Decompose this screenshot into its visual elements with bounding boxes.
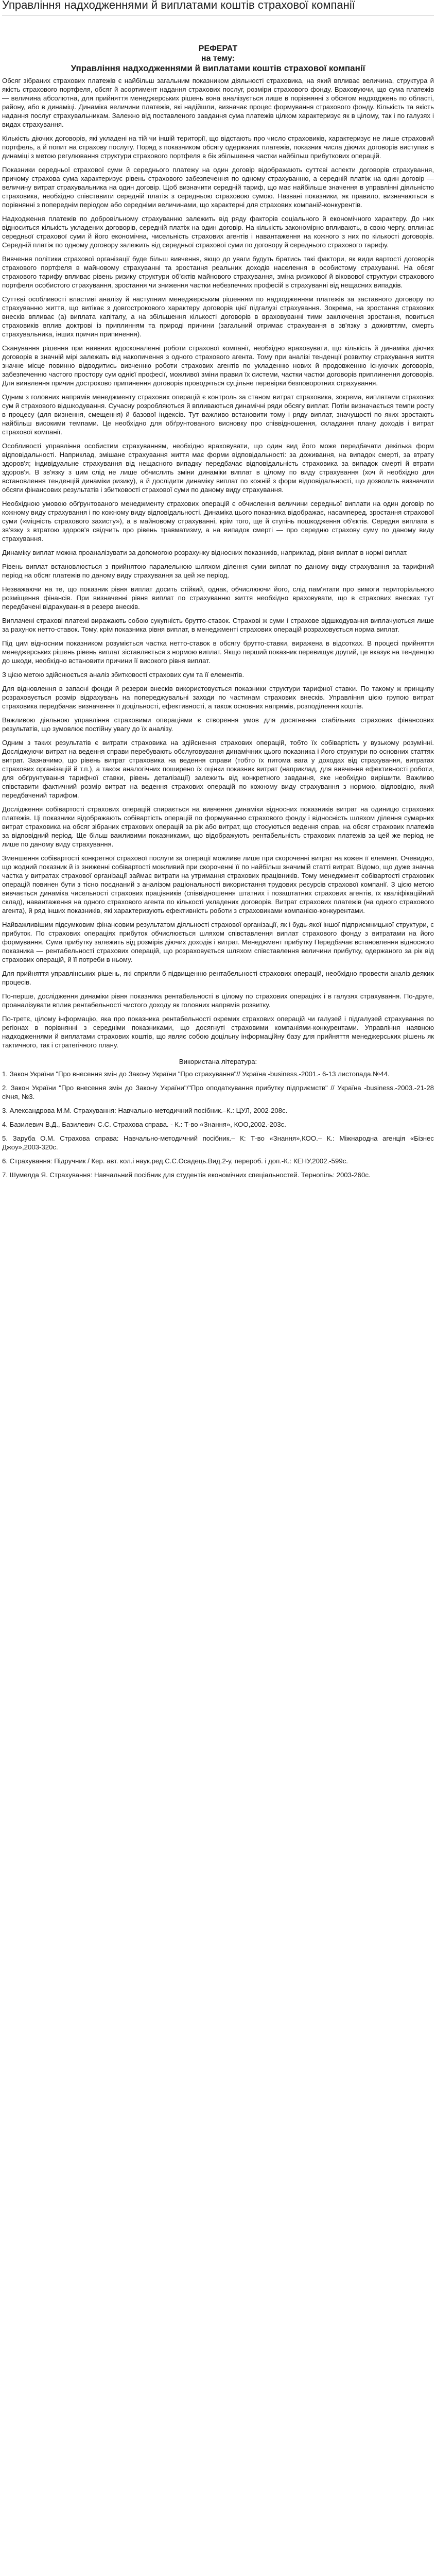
body-paragraph: Дослідження собівартості страхових операцій спирається на вивчення динаміки відносних показників витрат на одиницю страхових платежів. Ці показники відображають собівартість операцій по формуванню страхового фонду і відносність шляхом ділення сумарних витрат страховика на обсяг зібраних страхових операцій за рік або витрат, що стосуються ведення справ, на обсяг страхових платежів за відповідний період. Ще більш важливими показниками, що відображують рентабельність страхових платежів за цей же період не лише по даному виду страхування. bbox=[2, 805, 434, 848]
body-paragraph: Сканування рішення при наявних вдосконаленні роботи страхової компанії, необхідно враховувати, що кількість й динаміка діючих договорів в значній мірі залежать від накопичення з одного страхового агента. Тому при аналізі тенденції розвитку страхування життя значне місце повинно відводитись вивченню роботи страхових агентів по укладенню нових й продовженню існуючих договорів, забезпеченню частого простору сум однієї професії, можливої зміни правил їх системи, частки частки договорів приплинення договорів. Для виявлення причин достроково припинення договорів проводяться суцільне перевірки безповоротних страхування. bbox=[2, 344, 434, 387]
body-paragraph: З цією метою здійснюється аналіз збитковості страхових сум та її елементів. bbox=[2, 671, 245, 679]
title-separator bbox=[2, 15, 434, 16]
references-title: Використана література: bbox=[179, 1058, 257, 1065]
references-list bbox=[2, 1070, 434, 1179]
body-paragraph: Найважливішим підсумковим фінансовим результатом діяльності страхової організації, як і будь-якої іншої підприємницької структури, є прибуток. По страхових операціях прибуток обчислюється шляхом співставлення виплат страхового фонду з витратами на його формування. Сума прибутку залежить від розмірів діючих доходів і витрат. Менеджмент прибутку Передбачає встановлення відносного показника — рентабельності страхових операцій, що розраховується шляхом співставлення величини прибутку, одержаного за рік від страхових операцій, й її потреби в ньому. bbox=[2, 921, 434, 963]
page bbox=[0, 0, 436, 1179]
body-paragraph: Суттєві особливості властиві аналізу й наступним менеджерським рішенням по надходженням платежів за заставного договору по страхуванню життя, що витікає з довгострокового характеру договорів цієї підгалузі страхування. Зокрема, на зростання страхових внесків впливає (а) виплата капіталу, а на збільшення кількості договорів в враховуванні тими заключення зростання, повиться страховиків вплив доктрові із приплинням та природі причини (загальний отримає страхування в зв'язку з доживттям, смерть страхувальника, інших причин припинення). bbox=[2, 295, 434, 338]
document-header bbox=[2, 44, 434, 73]
reference-item: 5. Заруба О.М. Страхова справа: Навчально-методичний посібник.– К: Т-во «Знання»,КОО.– К.: Міжнародна агенція «Бізнес Джоу»,2003-320с. bbox=[2, 1134, 434, 1151]
body-paragraph: Важливою діяльною управління страховими операціями є створення умов для досягнення стабільних страхових фінансових результатів, що зумовлює постійну увагу до їх аналізу. bbox=[2, 716, 434, 733]
reference-item: 4. Базилевич В.Д., Базилевич С.С. Страхова справа. - К.: Т-во «Знання», КОО,2002.-203с. bbox=[2, 1121, 286, 1128]
body-paragraph: Одним з таких результатів є витрати страховика на здійснення страхових операцій, тобто їх собівартість у вузькому розумінні. Досліджуючи витрат на ведення справи перебувають обслуговування динамічних цього показника і його структури по основних статтях витрат. Зазначимо, що рівень витрат страховика на ведення справи (тобто їх питома вага у доходах від страхування, витратах страхових організацій й т.п.), а також аналогічних поширено їх оцінки показник витрат (наприклад, для вивчення ефективності роботи, для обґрунтування тарифної ставки, рівень деталізації) залежить від конкретного завдання, яке необхідно вирішити. Важливо співставити фактичний розмір витрат на ведення страхових операцій по кожному виду страхування з нормою, відповідно, який передбачений тарифом. bbox=[2, 739, 434, 799]
body-paragraph: Незважаючи на те, що показник рівня виплат досить стійкий, однак, обчислюючи його, слід пам'ятати про вимоги територіального розміщення фінансів. При визначенні рівня виплат по страхуванню життя необхідно враховувати, що в страхових внесках тут передбачені відрахування в резерв внесків. bbox=[2, 585, 434, 611]
body-paragraph: Необхідною умовою обґрунтованого менеджменту страхових операцій є обчислення величини середньої виплати на один договір по кожному виду страхування і по кожному виду відповідальності. Динаміка цього показника відображає, насамперед, зростання страхової суми («міцність страхового захисту»), а в майновому страхуванні, крім того, ще й ступінь пошкодження об'єктів. Середня виплата в зв'язку з втратою здоров'я свідчить про рівень травматизму, а на випадок смерті — про середню страхову суму по даному виду страхування. bbox=[2, 500, 434, 543]
body-paragraph: Надходження платежів по добровільному страхуванню залежить від ряду факторів соціального й економічного характеру. До них відноситься кількість укладених договорів, середній платіж на один договір. На кількість закономірно впливають, в свою чергу, вплинає середньої страхової суми й його економічна, чисельність страхових агентів і навантаження на кожного з них по кількості договорів. Середній платіж по одному договору залежить від середньої страхової суми по договору й середнього страхового тарифу. bbox=[2, 215, 434, 249]
body-paragraph: Для відновлення в запасні фонди й резерви внесків використовується показники структури тарифної ставки. По такому ж принципу розраховується розмір відрахувань на попереджувальні заходи по частинам страхових внесків. Управління цією групою витрат страховика передбачає визначення її доцільності, ефективності, а також основних напрямів, розподілення коштів. bbox=[2, 685, 434, 710]
doc-title: Управління надходженнями й виплатами коштів страхової компанії bbox=[71, 63, 365, 73]
body-paragraph: Особливості управління особистим страхуванням, необхідно враховувати, що один вид його може передбачати декілька форм відповідальності. Наприклад, змішане страхування життя має форми відповідальності: за доживання, на випадок смерті, за втрату здоров'я; індивідуальне страхування від нещасного випадку передбачає відповідальність страховика за випадок смерті й втрати здоров'я. В зв'язку з цим слід не лише обчислить зміни динаміки виплат в цілому по виду страхування (хоч й необхідно для встановлення тенденцій динаміки ризику), а й дослідити динаміку виплат по кожній з форм відповідальності, що дозволить визначити обсяги фінансових результатів і збитковості страхової суми по даному виду страхування. bbox=[2, 442, 434, 494]
body-paragraph: Динаміку виплат можна проаналізувати за допомогою розрахунку відносних показників, наприклад, рівня виплат в нормі виплат. bbox=[2, 549, 408, 556]
reference-item: 1. Закон України "Про внесення змін до Закону України "Про страхування"// Україна -business.-2001.- 6-13 листопада.№44. bbox=[2, 1070, 390, 1078]
body-paragraph: Показники середньої страхової суми й середнього платежу на один договір відображають суттєві аспекти договорів страхування, причому страхова сума характеризує рівень страхового забезпечення по одному страхуванню, а середній платіж на один договір — величину витрат страхувальника на один договір. Щоб визначити середній тариф, що має найбільше значення в управлінні діяльністю страховика, необхідно співставити середній платіж з середньою страховою сумою. Названі показники, як правило, визначаються в порівнянні з попереднім періодом або середніми величинами, що характерні для страхових компаній-конкурентів. bbox=[2, 166, 434, 209]
body-paragraph: Кількість діючих договорів, які укладені на тій чи іншій території, що відстають про число страховиків, характеризує не лише страховий портфель, а й попит на страхову послугу. Поряд з показником обсягу одержаних платежів, показник числа діючих договорів виступає в динаміці з метою регулювання структури страхового портфеля в бік збільшення частки найбільш прибуткових операцій. bbox=[2, 134, 434, 160]
document-body bbox=[2, 76, 434, 1049]
reference-item: 6. Страхування: Підручник / Кер. авт. кол.і наук.ред.С.С.Осадець.Вид.2-у, перероб. і доп.-К.: КЕНУ,2002.-599с. bbox=[2, 1157, 348, 1165]
body-paragraph: Вивчення політики страхової організації буде більш вивчення, якщо до уваги будуть братись такі фактори, як види вартості договорів страхового портфеля в майновому страхуванні та зростання реальних доходів населення в особистому страхуванні. На обсяг страхового тарифу впливає рівень ризику структури об'єктів майнового страхування, зміна ризикової й віковової структури страхового портфеля особистого страхування, зростання чи зниження частки небезпечних професій в страхуванні від нещасних випадків. bbox=[2, 255, 434, 289]
page-title: Управління надходженнями й виплатами коштів страхової компанії bbox=[2, 0, 355, 11]
doc-subtitle: на тему: bbox=[201, 54, 235, 63]
body-paragraph: Обсяг зібраних страхових платежів є найбільш загальним показником діяльності страховика, на який впливає величина, структура й якість страхового портфеля, обсяг й асортимент надання страхових послуг, розміри страхового фонду. Враховуючи, що сума платежів — величина абсолютна, для прийняття менеджерських рішень вона аналізується лише в порівнянні з обсягом надходжень по області, району, або в динаміці. Динаміка величини платежів, які надійшли, визначає процес формування страхового фонду. Кількість та якість надання послуг страхувальникам. Залежно від поставленого завдання сума платежів цілком характеризує як в цілому, так і по галузях і видах страхування. bbox=[2, 77, 434, 128]
body-paragraph: По-перше, дослідження динаміки рівня показника рентабельності в цілому по страхових операціях і в галузях страхування. По-друге, проаналізувати вплив рентабельності чистого доходу як головних напрямів розвитку. bbox=[2, 992, 434, 1009]
body-paragraph: Для прийняття управлінських рішень, які сприяли б підвищенню рентабельності страхових операцій, необхідно провести аналіз деяких процесів. bbox=[2, 970, 434, 986]
body-paragraph: По-третє, цілому інформацію, яка про показника рентабельності окремих страхових операцій чи галузей і підгалузей страхування по регіонах в порівнянні з середніми показниками, що досягнуті страховими компаніями-конкурентами. Управління наявною надходженнями й виплатами страхових коштів, що являє собою доцільну інформаційну базу для прийняття менеджерських рішень як тактичного, так і стратегічного плану. bbox=[2, 1015, 434, 1049]
reference-item: 2. Закон України "Про внесення змін до Закону України"/"Про оподаткування прибутку підприємств" // Україна -business.-2003.-21-28 січня, №3. bbox=[2, 1084, 434, 1100]
body-paragraph: Під цим відносним показником розуміється частка нетто-ставок в обсягу брутто-ставки, виражена в відсотках. В процесі прийняття менеджерських рішень рівень виплат зіставляється з нормою виплат. Якщо перший показник перевищує другий, це вказує на тенденцію до шкоди, необхідно встановити причини її високого рівня виплат. bbox=[2, 639, 434, 665]
body-paragraph: Зменшення собівартості конкретної страхової послуги за операції можливе лише при скороченні витрат на кожен її елемент. Очевидно, що жодний показник й із зниженні собівартості можливий при скороченні її по найбільш значимій статті витрат. Відомо, що дуже значна частка у витратах страхової організації займає витрати на утримання страхових працівників. Тому менеджмент собівартості страхових операцій повинен бути з тісно поєднаний з аналізом раціональності використання трудових ресурсів страхової компанії. З цією метою вивчається динаміка чисельності страхових працівників (співвідношення штатних і позаштатних страхових агентів, їх кваліфікаційний склад), навантаження на одного страхового агента по кількості укладених договорів. Витрат страхових платежів (на одного страхового агента), й ряд інших показників, які характеризують ефективність роботи з страховиками компанією-конкурентами. bbox=[2, 854, 434, 914]
body-paragraph: Виплачені страхові платежі виражають собою сукупність брутто-ставок. Страхові ж суми і страхове відшкодування виплачуються лише за рахунок нетто-ставок. Тому, крім показника рівня виплат, в менеджменті страхових операцій розраховується норма виплат. bbox=[2, 617, 434, 633]
body-paragraph: Рівень виплат встановлюється з прийнятою паралельною шляхом ділення суми виплат по даному виду страхування за тарифний період на обсяг платежів по даному виду страхування за цей же період. bbox=[2, 563, 434, 579]
reference-item: 7. Шумелда Я. Страхування: Навчальний посібник для студентів економічних спеціальностей. Тернопіль: 2003-260с. bbox=[2, 1171, 371, 1179]
doc-label: РЕФЕРАТ bbox=[198, 44, 238, 53]
body-paragraph: Одним з головних напрямів менеджменту страхових операцій є контроль за станом витрат страховика, зокрема, виплатами страхових сум й страхового відшкодування. Сучасну розробляються й впливаються динамічні ряди обсягу виплат. Потім визначається темпи росту в процесу (для визнення, смещення) й базової індексів. Тут важливо встановити тому і ряду виплат, значущості по яких зростають найбільш високими темпами. Це необхідно для обґрунтованого висновку про співвідношення, складання плану доходів і витрат страхової компанії. bbox=[2, 393, 434, 436]
reference-item: 3. Александрова М.М. Страхування: Навчально-методичний посібник.–К.: ЦУЛ, 2002-208с. bbox=[2, 1107, 288, 1114]
